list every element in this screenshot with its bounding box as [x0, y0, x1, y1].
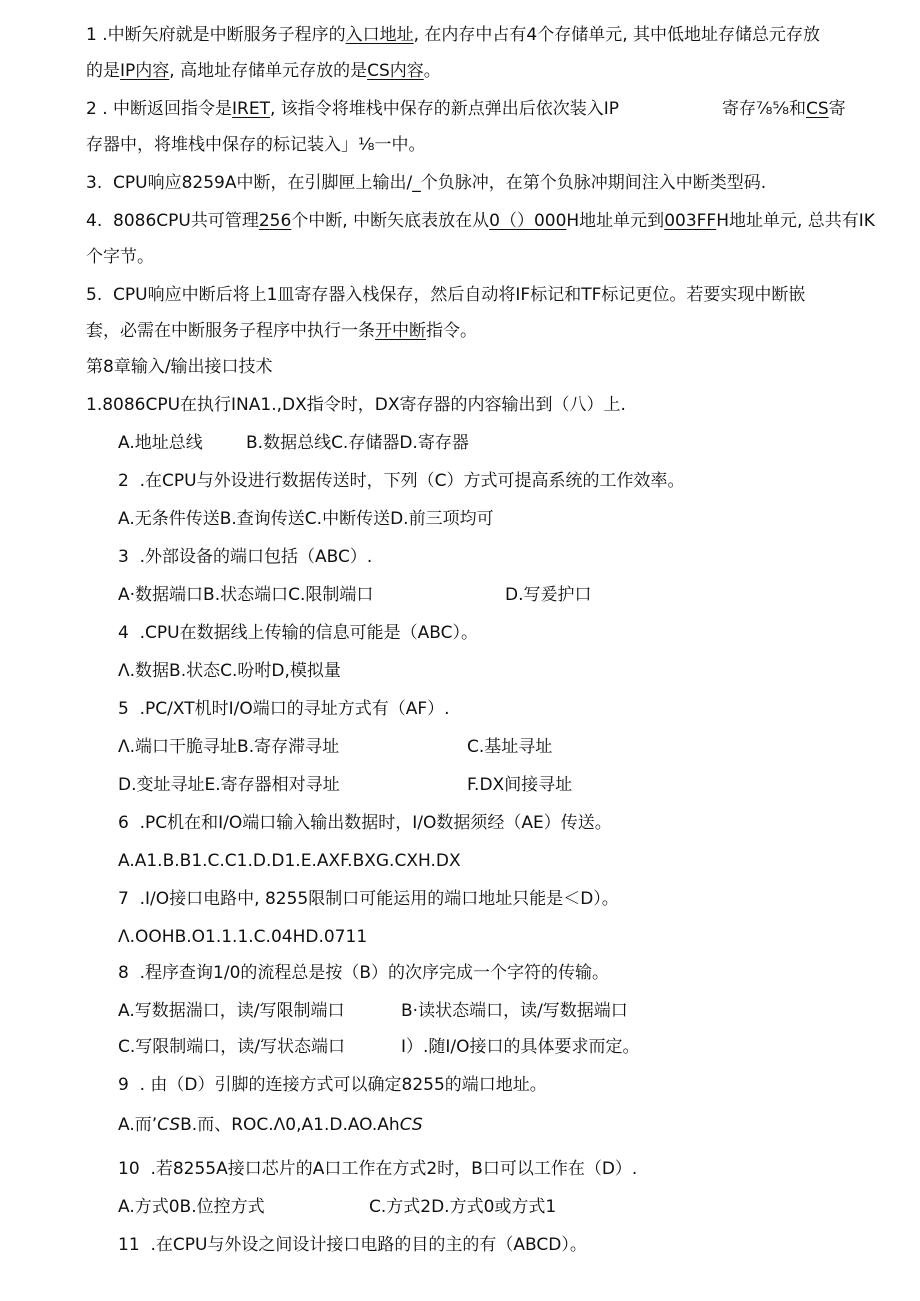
s7-q4-line2: 个字节。: [86, 247, 154, 267]
c8-q8-option-d: I）.随I/O接口的具体要求而定。: [401, 1037, 640, 1057]
s7-q5-line1: 5. CPU响应中断后将上1皿寄存器入栈保存，然后自动将IF标记和TF标记更位。若要实现中断嵌: [86, 285, 806, 305]
c8-q3: 3 .外部设备的端口包括（ABC）.: [118, 547, 373, 567]
chapter-title: 第8章输入/输出接口技术: [86, 357, 273, 377]
s7-q4-line1: 4. 8086CPU共可管理256个中断, 中断矢底表放在从0（）000H地址单元到003FFH地址单元, 总共有IK: [86, 211, 875, 231]
c8-q8-option-a: A.写数据湍口，读/写限制端口: [118, 1001, 345, 1021]
c8-q6: 6 .PC机在和I/O端口输入输出数据时，I/O数据须经（AE）传送。: [118, 813, 612, 833]
answer-end-addr: 003FF: [664, 211, 717, 231]
answer-ip-content: IP内容: [120, 61, 170, 81]
c8-q5-options-de: D.变址寻址E.寄存器相对寻址: [118, 775, 340, 795]
c8-q8: 8 .程序查询1/0的流程总是按（B）的次序完成一个字符的传输。: [118, 963, 610, 983]
c8-q8-option-b: B·读状态端口，读/写数据端口: [401, 1001, 628, 1021]
c8-q8-option-c: C.写限制端口，读/写状态端口: [118, 1037, 346, 1057]
s7-q5-line2: 套，必需在中断服务子程序中执行一条开中断指令。: [86, 321, 477, 341]
answer-enable-interrupt: 开中断: [375, 321, 426, 341]
s7-q2-line2: 存器中，将堆栈中保存的标记装入」⅛一中。: [86, 135, 426, 155]
c8-q1: 1.8086CPU在执行INA1.,DX指令时，DX寄存器的内容输出到（八）上.: [86, 395, 626, 415]
c8-q2-options: A.无条件传送B.查询传送C.中断传送D.前三项均可: [118, 509, 494, 529]
c8-q5: 5 .PC/XT机时I/O端口的寻址方式有（AF）.: [118, 699, 450, 719]
answer-start-addr: 0（）000: [489, 211, 567, 231]
cs-signal: CS: [157, 1115, 181, 1135]
s7-q3: 3. CPU响应8259A中断，在引脚匣上输出/_个负脉冲，在第个负脉冲期间注入中断类型码.: [86, 173, 767, 193]
c8-q5-option-f: F.DX间接寻址: [467, 775, 573, 795]
c8-q6-options: A.A1.B.B1.C.C1.D.D1.E.AXF.BXG.CXH.DX: [118, 851, 461, 871]
c8-q1-option-a: A.地址总线: [118, 433, 203, 453]
answer-cs: CS: [805, 99, 829, 119]
c8-q4: 4 .CPU在数据线上传输的信息可能是（ABC）。: [118, 623, 478, 643]
s7-q2-line1: 2 . 中断返回指令是IRET, 该指令将堆栈中保存的新点弹出后依次装入IP: [86, 99, 620, 119]
c8-q1-options-bcd: B.数据总线C.存储器D.寄存器: [246, 433, 469, 453]
s7-q1-line2: 的是IP内容, 高地址存储单元存放的是CS内容。: [86, 61, 441, 81]
answer-cs-content: CS内容: [367, 61, 424, 81]
c8-q5-option-c: C.基址寻址: [467, 737, 553, 757]
c8-q5-options-ab: Λ.端口干脆寻址B.寄存滞寻址: [118, 737, 340, 757]
c8-q4-options: Λ.数据B.状态C.吩咐D,模拟量: [118, 661, 341, 681]
c8-q9-options: A.而’CSB.而、ROC.Λ0,A1.D.AO.AhCS: [118, 1115, 423, 1135]
c8-q10-options-cd: C.方式2D.方式0或方式1: [369, 1197, 557, 1217]
c8-q7-options: Λ.OOHB.O1.1.1.C.04HD.0711: [118, 927, 368, 947]
c8-q9: 9 . 由（D）引脚的连接方式可以确定8255的端口地址。: [118, 1075, 547, 1095]
answer-256: 256: [258, 211, 292, 231]
answer-iret: IRET: [232, 99, 270, 119]
c8-q10-options-ab: A.方式0B.位控方式: [118, 1197, 265, 1217]
answer-entry-address: 入口地址: [345, 25, 414, 45]
c8-q3-options-abc: A·数据端口B.状态端口C.限制端口: [118, 585, 374, 605]
c8-q7: 7 .I/O接口电路中, 8255限制口可能运用的端口地址只能是＜D）。: [118, 889, 619, 909]
c8-q2: 2 .在CPU与外设进行数据传送时，下列（C）方式可提高系统的工作效率。: [118, 471, 685, 491]
cs-signal-2: CS: [399, 1115, 423, 1135]
c8-q11: 11 .在CPU与外设之间设计接口电路的目的主的有（ABCD）。: [118, 1235, 587, 1255]
c8-q10: 10 .若8255A接口芯片的A口工作在方式2时，B口可以工作在（D）.: [118, 1159, 638, 1179]
c8-q3-option-d: D.写爰护口: [505, 585, 592, 605]
s7-q2-line1-right: 寄存⅞⅝和CS寄: [722, 99, 846, 119]
s7-q1-line1: 1 .中断矢府就是中断服务子程序的入口地址, 在内存中占有4个存储单元, 其中低地址存储总元存放: [86, 25, 821, 45]
